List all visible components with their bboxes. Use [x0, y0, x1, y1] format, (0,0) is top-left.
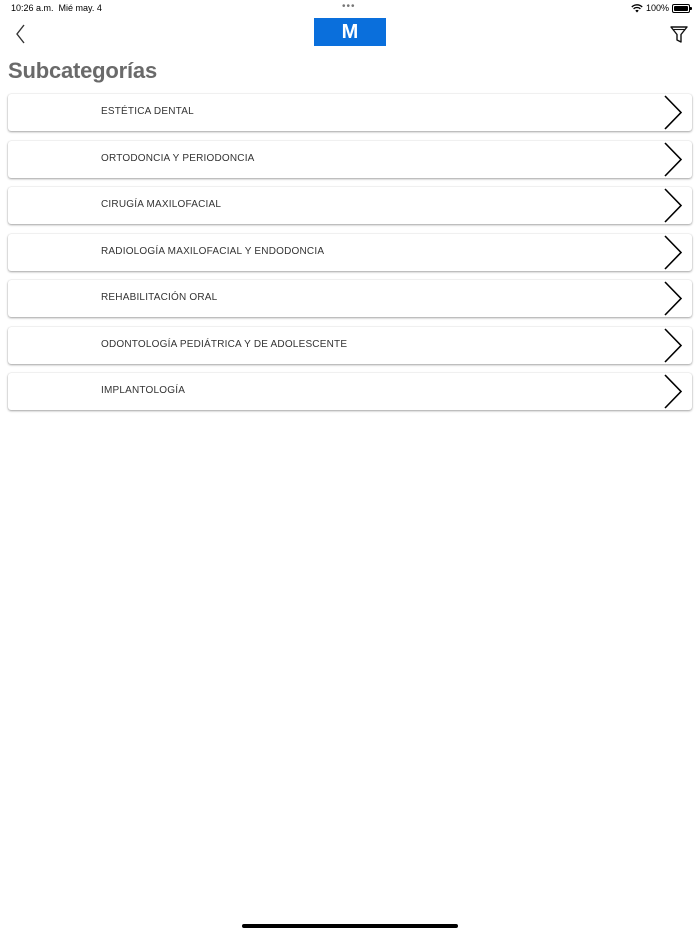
- subcategory-list: [8, 94, 692, 420]
- status-indicators: [631, 3, 690, 13]
- navigation-bar: [0, 18, 700, 50]
- list-item-label: RADIOLOGÍA MAXILOFACIAL Y ENDODONCIA: [101, 245, 325, 257]
- list-item-label: ORTODONCIA Y PERIODONCIA: [101, 152, 255, 164]
- filter-icon: [668, 22, 690, 46]
- list-item[interactable]: [8, 94, 692, 131]
- multitasking-dots-icon[interactable]: •••: [342, 1, 356, 12]
- list-item[interactable]: [8, 141, 692, 178]
- status-date: Mié may. 4: [58, 3, 102, 13]
- battery-percent: 100%: [645, 3, 669, 13]
- chevron-left-icon: [10, 22, 32, 46]
- chevron-right-icon: [662, 188, 684, 223]
- chevron-right-icon: [662, 235, 684, 270]
- list-item-label: REHABILITACIÓN ORAL: [101, 292, 218, 303]
- back-button[interactable]: [10, 22, 32, 46]
- chevron-right-icon: [662, 95, 684, 130]
- page-title: Subcategorías: [8, 58, 158, 83]
- battery-icon: [672, 4, 690, 13]
- status-clock: 10:26 a.m.: [11, 3, 54, 13]
- list-item[interactable]: [8, 280, 692, 317]
- status-bar: [0, 0, 700, 18]
- list-item-label: ODONTOLOGÍA PEDIÁTRICA Y DE ADOLESCENTE: [101, 338, 348, 350]
- list-item[interactable]: [8, 327, 692, 364]
- list-item-label: ESTÉTICA DENTAL: [101, 106, 194, 117]
- logo-text: M: [341, 20, 359, 43]
- list-item[interactable]: [8, 187, 692, 224]
- home-indicator[interactable]: [242, 924, 458, 928]
- chevron-right-icon: [662, 374, 684, 409]
- chevron-right-icon: [662, 281, 684, 316]
- chevron-right-icon: [662, 328, 684, 363]
- filter-button[interactable]: [668, 22, 690, 46]
- status-time: [11, 3, 102, 13]
- wifi-icon: [631, 4, 643, 13]
- app-logo: [314, 18, 386, 46]
- list-item-label: IMPLANTOLOGÍA: [101, 385, 186, 396]
- list-item[interactable]: [8, 234, 692, 271]
- list-item-label: CIRUGÍA MAXILOFACIAL: [101, 199, 222, 210]
- chevron-right-icon: [662, 142, 684, 177]
- list-item[interactable]: [8, 373, 692, 410]
